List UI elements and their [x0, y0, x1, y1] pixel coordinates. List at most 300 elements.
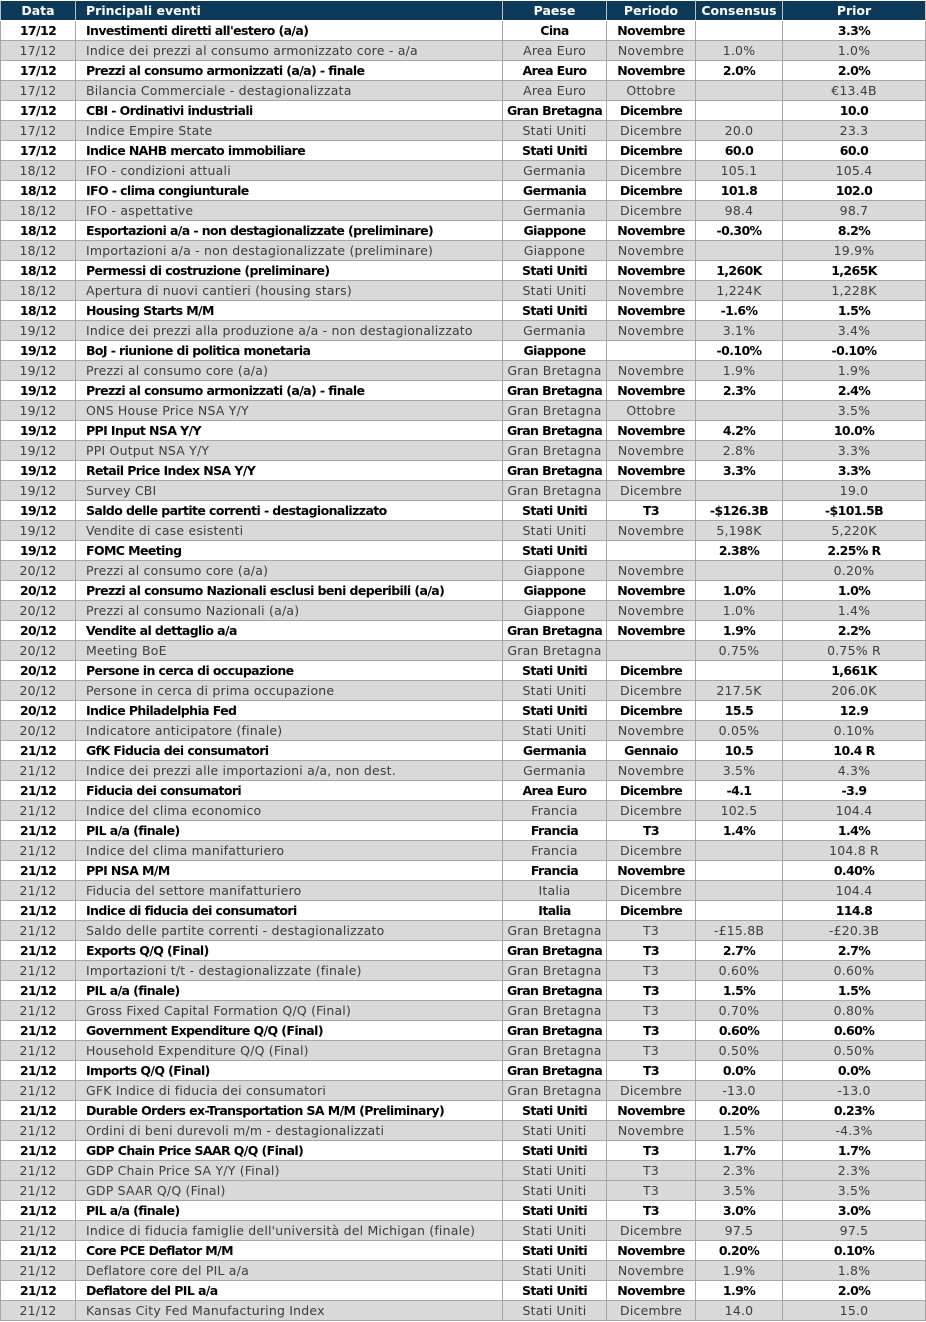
cell-event: PIL a/a (finale): [76, 821, 503, 841]
cell-event: Survey CBI: [76, 481, 503, 501]
cell-country: Stati Uniti: [503, 1241, 607, 1261]
cell-event: GFK Indice di fiducia dei consumatori: [76, 1081, 503, 1101]
cell-prior: 0.75% R: [783, 641, 926, 661]
cell-date: 20/12: [1, 561, 76, 581]
cell-prior: 0.10%: [783, 1241, 926, 1261]
cell-consensus: 1.7%: [696, 1141, 783, 1161]
cell-date: 21/12: [1, 1221, 76, 1241]
cell-period: Dicembre: [607, 121, 696, 141]
cell-date: 21/12: [1, 821, 76, 841]
cell-country: Gran Bretagna: [503, 101, 607, 121]
cell-consensus: 1.5%: [696, 981, 783, 1001]
cell-event: BoJ - riunione di politica monetaria: [76, 341, 503, 361]
cell-prior: 5,220K: [783, 521, 926, 541]
cell-date: 20/12: [1, 621, 76, 641]
cell-period: Novembre: [607, 61, 696, 81]
header-prior: Prior: [783, 1, 926, 21]
cell-consensus: [696, 561, 783, 581]
cell-consensus: -0.30%: [696, 221, 783, 241]
cell-consensus: 1.5%: [696, 1121, 783, 1141]
cell-period: Dicembre: [607, 201, 696, 221]
cell-period: T3: [607, 1061, 696, 1081]
cell-country: Germania: [503, 761, 607, 781]
cell-date: 18/12: [1, 301, 76, 321]
cell-event: Indice del clima manifatturiero: [76, 841, 503, 861]
cell-event: Deflatore core del PIL a/a: [76, 1261, 503, 1281]
cell-consensus: [696, 881, 783, 901]
cell-consensus: 3.5%: [696, 1181, 783, 1201]
cell-event: Government Expenditure Q/Q (Final): [76, 1021, 503, 1041]
cell-prior: -£20.3B: [783, 921, 926, 941]
cell-country: Stati Uniti: [503, 661, 607, 681]
cell-date: 19/12: [1, 321, 76, 341]
cell-consensus: [696, 661, 783, 681]
cell-event: Permessi di costruzione (preliminare): [76, 261, 503, 281]
cell-country: Giappone: [503, 241, 607, 261]
cell-period: Novembre: [607, 861, 696, 881]
cell-country: Stati Uniti: [503, 541, 607, 561]
cell-prior: 1,228K: [783, 281, 926, 301]
cell-event: Exports Q/Q (Final): [76, 941, 503, 961]
cell-event: Kansas City Fed Manufacturing Index: [76, 1301, 503, 1321]
table-row: [1, 441, 926, 461]
cell-consensus: 2.0%: [696, 61, 783, 81]
table-row: [1, 1221, 926, 1241]
cell-prior: 1.8%: [783, 1261, 926, 1281]
cell-date: 21/12: [1, 1101, 76, 1121]
cell-period: T3: [607, 1021, 696, 1041]
cell-country: Stati Uniti: [503, 301, 607, 321]
cell-consensus: 0.50%: [696, 1041, 783, 1061]
cell-prior: 102.0: [783, 181, 926, 201]
cell-date: 21/12: [1, 941, 76, 961]
cell-country: Stati Uniti: [503, 701, 607, 721]
cell-consensus: [696, 481, 783, 501]
cell-prior: 3.0%: [783, 1201, 926, 1221]
cell-consensus: 2.8%: [696, 441, 783, 461]
header-principali-eventi: Principali eventi: [76, 1, 503, 21]
cell-period: Novembre: [607, 441, 696, 461]
table-row: [1, 141, 926, 161]
table-row: [1, 421, 926, 441]
cell-country: Stati Uniti: [503, 1301, 607, 1321]
cell-event: PPI Input NSA Y/Y: [76, 421, 503, 441]
cell-country: Francia: [503, 841, 607, 861]
cell-prior: 1.5%: [783, 301, 926, 321]
cell-period: [607, 641, 696, 661]
cell-country: Stati Uniti: [503, 261, 607, 281]
cell-consensus: 1,224K: [696, 281, 783, 301]
cell-country: Gran Bretagna: [503, 961, 607, 981]
cell-prior: 60.0: [783, 141, 926, 161]
cell-period: Dicembre: [607, 841, 696, 861]
cell-date: 21/12: [1, 921, 76, 941]
cell-consensus: 0.0%: [696, 1061, 783, 1081]
cell-prior: 2.0%: [783, 1281, 926, 1301]
cell-country: Francia: [503, 801, 607, 821]
cell-event: IFO - aspettative: [76, 201, 503, 221]
cell-date: 21/12: [1, 1141, 76, 1161]
cell-country: Giappone: [503, 581, 607, 601]
cell-period: Novembre: [607, 361, 696, 381]
table-row: [1, 201, 926, 221]
cell-consensus: 0.60%: [696, 961, 783, 981]
cell-event: Persone in cerca di occupazione: [76, 661, 503, 681]
cell-event: Indicatore anticipatore (finale): [76, 721, 503, 741]
cell-date: 19/12: [1, 381, 76, 401]
cell-prior: 23.3: [783, 121, 926, 141]
cell-event: IFO - clima congiunturale: [76, 181, 503, 201]
cell-consensus: 1.9%: [696, 1281, 783, 1301]
cell-consensus: 5,198K: [696, 521, 783, 541]
cell-date: 19/12: [1, 481, 76, 501]
cell-event: Core PCE Deflator M/M: [76, 1241, 503, 1261]
cell-event: Fiducia del settore manifatturiero: [76, 881, 503, 901]
cell-consensus: 20.0: [696, 121, 783, 141]
cell-country: Gran Bretagna: [503, 1001, 607, 1021]
cell-event: Indice NAHB mercato immobiliare: [76, 141, 503, 161]
cell-country: Stati Uniti: [503, 121, 607, 141]
table-row: [1, 101, 926, 121]
cell-event: Indice dei prezzi al consumo armonizzato core - a/a: [76, 41, 503, 61]
table-row: [1, 361, 926, 381]
cell-date: 20/12: [1, 681, 76, 701]
cell-country: Italia: [503, 881, 607, 901]
cell-consensus: 0.75%: [696, 641, 783, 661]
cell-date: 17/12: [1, 61, 76, 81]
table-row: [1, 961, 926, 981]
cell-period: T3: [607, 961, 696, 981]
table-row: [1, 461, 926, 481]
cell-period: T3: [607, 981, 696, 1001]
cell-country: Giappone: [503, 561, 607, 581]
cell-prior: 3.3%: [783, 21, 926, 41]
table-row: [1, 521, 926, 541]
cell-period: T3: [607, 1141, 696, 1161]
cell-date: 21/12: [1, 1061, 76, 1081]
cell-consensus: 3.5%: [696, 761, 783, 781]
table-row: [1, 621, 926, 641]
cell-event: ONS House Price NSA Y/Y: [76, 401, 503, 421]
cell-date: 17/12: [1, 41, 76, 61]
cell-prior: 0.60%: [783, 1021, 926, 1041]
cell-date: 17/12: [1, 101, 76, 121]
cell-period: Dicembre: [607, 181, 696, 201]
cell-period: Dicembre: [607, 161, 696, 181]
cell-date: 18/12: [1, 261, 76, 281]
cell-event: Imports Q/Q (Final): [76, 1061, 503, 1081]
cell-date: 20/12: [1, 701, 76, 721]
cell-date: 19/12: [1, 421, 76, 441]
cell-prior: -4.3%: [783, 1121, 926, 1141]
cell-prior: 19.9%: [783, 241, 926, 261]
cell-prior: 0.50%: [783, 1041, 926, 1061]
cell-event: Prezzi al consumo core (a/a): [76, 561, 503, 581]
table-row: [1, 681, 926, 701]
cell-date: 20/12: [1, 721, 76, 741]
table-row: [1, 1041, 926, 1061]
cell-date: 21/12: [1, 1241, 76, 1261]
cell-consensus: 98.4: [696, 201, 783, 221]
cell-event: PPI NSA M/M: [76, 861, 503, 881]
table-row: [1, 261, 926, 281]
cell-consensus: [696, 241, 783, 261]
cell-prior: 10.0%: [783, 421, 926, 441]
cell-period: T3: [607, 1001, 696, 1021]
cell-period: Dicembre: [607, 781, 696, 801]
cell-period: Novembre: [607, 1281, 696, 1301]
cell-date: 21/12: [1, 761, 76, 781]
cell-period: T3: [607, 1041, 696, 1061]
table-row: [1, 1161, 926, 1181]
cell-prior: 114.8: [783, 901, 926, 921]
cell-consensus: 3.1%: [696, 321, 783, 341]
cell-period: Novembre: [607, 241, 696, 261]
cell-date: 21/12: [1, 801, 76, 821]
cell-consensus: [696, 841, 783, 861]
cell-period: Novembre: [607, 621, 696, 641]
table-row: [1, 981, 926, 1001]
cell-country: Germania: [503, 181, 607, 201]
cell-date: 21/12: [1, 901, 76, 921]
cell-date: 19/12: [1, 341, 76, 361]
cell-consensus: 2.38%: [696, 541, 783, 561]
table-row: [1, 1261, 926, 1281]
cell-consensus: [696, 21, 783, 41]
cell-prior: 10.0: [783, 101, 926, 121]
cell-country: Gran Bretagna: [503, 441, 607, 461]
cell-consensus: 1.9%: [696, 621, 783, 641]
cell-event: GDP Chain Price SA Y/Y (Final): [76, 1161, 503, 1181]
cell-date: 18/12: [1, 181, 76, 201]
cell-event: Durable Orders ex-Transportation SA M/M (Preliminary): [76, 1101, 503, 1121]
cell-period: T3: [607, 821, 696, 841]
cell-event: FOMC Meeting: [76, 541, 503, 561]
table-row: [1, 541, 926, 561]
cell-event: Prezzi al consumo core (a/a): [76, 361, 503, 381]
cell-period: Dicembre: [607, 1081, 696, 1101]
cell-date: 19/12: [1, 361, 76, 381]
table-row: [1, 861, 926, 881]
table-row: [1, 181, 926, 201]
cell-date: 19/12: [1, 521, 76, 541]
cell-date: 20/12: [1, 601, 76, 621]
cell-period: Dicembre: [607, 101, 696, 121]
cell-prior: 206.0K: [783, 681, 926, 701]
cell-event: Indice dei prezzi alla produzione a/a - non destagionalizzato: [76, 321, 503, 341]
cell-prior: 2.0%: [783, 61, 926, 81]
cell-period: Novembre: [607, 1101, 696, 1121]
cell-event: Prezzi al consumo armonizzati (a/a) - finale: [76, 61, 503, 81]
cell-event: Prezzi al consumo armonizzati (a/a) - finale: [76, 381, 503, 401]
cell-prior: 2.2%: [783, 621, 926, 641]
cell-event: Vendite di case esistenti: [76, 521, 503, 541]
cell-period: Novembre: [607, 281, 696, 301]
cell-country: Stati Uniti: [503, 1141, 607, 1161]
table-row: [1, 1201, 926, 1221]
cell-consensus: -$126.3B: [696, 501, 783, 521]
cell-country: Stati Uniti: [503, 1221, 607, 1241]
cell-date: 19/12: [1, 401, 76, 421]
table-row: [1, 281, 926, 301]
cell-prior: 0.80%: [783, 1001, 926, 1021]
cell-event: PIL a/a (finale): [76, 981, 503, 1001]
cell-consensus: 15.5: [696, 701, 783, 721]
table-row: [1, 241, 926, 261]
cell-country: Stati Uniti: [503, 1261, 607, 1281]
cell-date: 18/12: [1, 281, 76, 301]
header-row: [1, 1, 926, 21]
cell-consensus: 2.7%: [696, 941, 783, 961]
cell-date: 21/12: [1, 881, 76, 901]
cell-country: Stati Uniti: [503, 1281, 607, 1301]
cell-period: Novembre: [607, 521, 696, 541]
cell-country: Italia: [503, 901, 607, 921]
cell-event: Saldo delle partite correnti - destagionalizzato: [76, 921, 503, 941]
cell-event: CBI - Ordinativi industriali: [76, 101, 503, 121]
cell-period: Novembre: [607, 721, 696, 741]
cell-period: Gennaio: [607, 741, 696, 761]
table-row: [1, 61, 926, 81]
cell-country: Stati Uniti: [503, 721, 607, 741]
cell-event: Importazioni t/t - destagionalizzate (finale): [76, 961, 503, 981]
table-row: [1, 1141, 926, 1161]
cell-prior: 3.5%: [783, 401, 926, 421]
table-row: [1, 41, 926, 61]
cell-consensus: [696, 81, 783, 101]
cell-country: Stati Uniti: [503, 1201, 607, 1221]
cell-prior: 98.7: [783, 201, 926, 221]
cell-consensus: -0.10%: [696, 341, 783, 361]
cell-date: 18/12: [1, 221, 76, 241]
cell-event: Investimenti diretti all'estero (a/a): [76, 21, 503, 41]
cell-prior: 0.60%: [783, 961, 926, 981]
cell-consensus: 97.5: [696, 1221, 783, 1241]
cell-period: Novembre: [607, 1121, 696, 1141]
cell-country: Gran Bretagna: [503, 461, 607, 481]
cell-event: Indice dei prezzi alle importazioni a/a, non dest.: [76, 761, 503, 781]
cell-prior: 1,265K: [783, 261, 926, 281]
cell-prior: 15.0: [783, 1301, 926, 1321]
cell-country: Francia: [503, 861, 607, 881]
cell-period: Novembre: [607, 261, 696, 281]
cell-country: Francia: [503, 821, 607, 841]
cell-period: [607, 341, 696, 361]
table-row: [1, 1081, 926, 1101]
cell-event: Indice di fiducia dei consumatori: [76, 901, 503, 921]
table-row: [1, 121, 926, 141]
cell-date: 21/12: [1, 1121, 76, 1141]
table-row: [1, 321, 926, 341]
cell-event: Prezzi al consumo Nazionali esclusi beni deperibili (a/a): [76, 581, 503, 601]
cell-date: 18/12: [1, 161, 76, 181]
cell-period: Novembre: [607, 581, 696, 601]
cell-period: T3: [607, 921, 696, 941]
cell-date: 21/12: [1, 1041, 76, 1061]
table-row: [1, 701, 926, 721]
cell-prior: 104.8 R: [783, 841, 926, 861]
table-row: [1, 821, 926, 841]
cell-country: Germania: [503, 161, 607, 181]
cell-country: Stati Uniti: [503, 1101, 607, 1121]
cell-country: Cina: [503, 21, 607, 41]
cell-prior: 97.5: [783, 1221, 926, 1241]
cell-consensus: 2.3%: [696, 1161, 783, 1181]
cell-country: Gran Bretagna: [503, 421, 607, 441]
cell-period: T3: [607, 941, 696, 961]
cell-event: Household Expenditure Q/Q (Final): [76, 1041, 503, 1061]
cell-event: Ordini di beni durevoli m/m - destagionalizzati: [76, 1121, 503, 1141]
header-consensus: Consensus: [696, 1, 783, 21]
cell-prior: -$101.5B: [783, 501, 926, 521]
cell-event: Persone in cerca di prima occupazione: [76, 681, 503, 701]
table-row: [1, 781, 926, 801]
table-row: [1, 81, 926, 101]
cell-prior: 10.4 R: [783, 741, 926, 761]
cell-prior: 0.40%: [783, 861, 926, 881]
cell-prior: 2.25% R: [783, 541, 926, 561]
cell-prior: 2.7%: [783, 941, 926, 961]
cell-prior: -3.9: [783, 781, 926, 801]
cell-event: PPI Output NSA Y/Y: [76, 441, 503, 461]
cell-prior: 1.9%: [783, 361, 926, 381]
cell-period: Dicembre: [607, 681, 696, 701]
table-row: [1, 601, 926, 621]
cell-event: Indice Philadelphia Fed: [76, 701, 503, 721]
cell-date: 21/12: [1, 1161, 76, 1181]
table-body: [1, 21, 926, 1321]
table-row: [1, 1021, 926, 1041]
cell-country: Gran Bretagna: [503, 1021, 607, 1041]
cell-event: Importazioni a/a - non destagionalizzate (preliminare): [76, 241, 503, 261]
cell-period: Dicembre: [607, 1301, 696, 1321]
cell-date: 20/12: [1, 641, 76, 661]
cell-consensus: -13.0: [696, 1081, 783, 1101]
cell-country: Giappone: [503, 601, 607, 621]
header-paese: Paese: [503, 1, 607, 21]
cell-date: 20/12: [1, 661, 76, 681]
table-row: [1, 501, 926, 521]
cell-period: T3: [607, 501, 696, 521]
table-row: [1, 581, 926, 601]
cell-country: Gran Bretagna: [503, 921, 607, 941]
cell-period: Novembre: [607, 21, 696, 41]
cell-period: Dicembre: [607, 701, 696, 721]
cell-consensus: 1.0%: [696, 581, 783, 601]
cell-period: Dicembre: [607, 801, 696, 821]
table-row: [1, 381, 926, 401]
cell-prior: 104.4: [783, 801, 926, 821]
cell-event: Retail Price Index NSA Y/Y: [76, 461, 503, 481]
table-row: [1, 1281, 926, 1301]
cell-country: Stati Uniti: [503, 1121, 607, 1141]
cell-consensus: 1.4%: [696, 821, 783, 841]
cell-prior: €13.4B: [783, 81, 926, 101]
cell-event: Apertura di nuovi cantieri (housing stars): [76, 281, 503, 301]
cell-prior: 1.0%: [783, 581, 926, 601]
cell-event: Bilancia Commerciale - destagionalizzata: [76, 81, 503, 101]
cell-consensus: 0.20%: [696, 1101, 783, 1121]
cell-date: 21/12: [1, 1261, 76, 1281]
cell-date: 21/12: [1, 741, 76, 761]
cell-country: Stati Uniti: [503, 501, 607, 521]
cell-prior: 2.4%: [783, 381, 926, 401]
cell-event: Housing Starts M/M: [76, 301, 503, 321]
cell-period: T3: [607, 1201, 696, 1221]
cell-date: 19/12: [1, 501, 76, 521]
cell-date: 21/12: [1, 1281, 76, 1301]
cell-period: Novembre: [607, 301, 696, 321]
